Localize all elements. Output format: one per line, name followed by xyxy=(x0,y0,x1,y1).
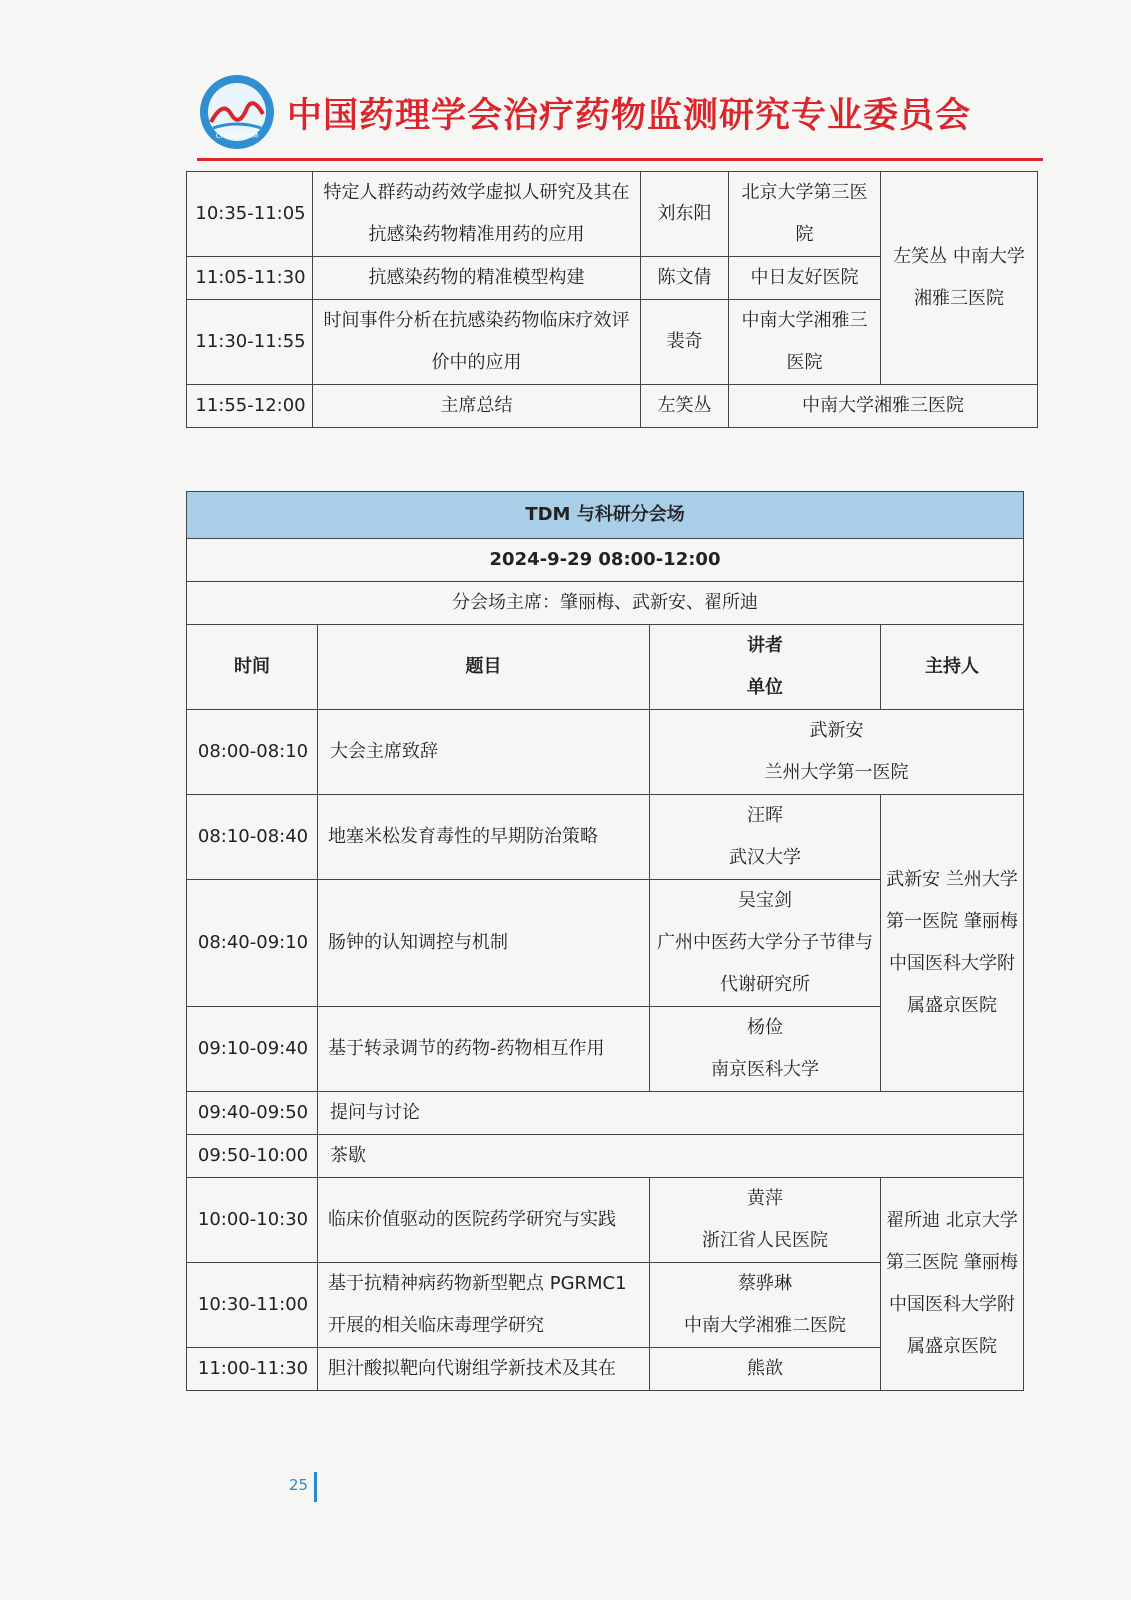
time-cell: 08:10-08:40 xyxy=(187,795,318,880)
time-cell: 08:40-09:10 xyxy=(187,880,318,1007)
topic-cell: 胆汁酸拟靶向代谢组学新技术及其在 xyxy=(318,1348,650,1391)
page-number-bar xyxy=(314,1472,317,1502)
time-cell: 10:00-10:30 xyxy=(187,1178,318,1263)
time-cell: 09:40-09:50 xyxy=(187,1092,318,1135)
speaker-name: 吴宝剑 xyxy=(738,890,792,911)
speaker-unit: 广州中医药大学分子节律与代谢研究所 xyxy=(657,932,873,995)
column-header-speaker: 讲者 xyxy=(747,635,783,656)
speaker-cell: 刘东阳 xyxy=(641,172,729,257)
speaker-unit-cell xyxy=(650,1007,881,1092)
topic-cell: 大会主席致辞 xyxy=(318,710,650,795)
unit-cell: 中南大学湘雅三医院 xyxy=(729,385,1038,428)
speaker-name: 汪晖 xyxy=(747,805,783,826)
unit-cell: 中日友好医院 xyxy=(729,257,881,300)
table-row xyxy=(187,1135,1024,1178)
speaker-unit: 浙江省人民医院 xyxy=(702,1230,828,1251)
society-logo-icon xyxy=(199,74,275,150)
time-cell: 11:05-11:30 xyxy=(187,257,313,300)
speaker-unit: 中南大学湘雅二医院 xyxy=(684,1315,846,1336)
column-header-unit: 单位 xyxy=(747,677,783,698)
speaker-unit: 武汉大学 xyxy=(729,847,801,868)
topic-cell: 地塞米松发育毒性的早期防治策略 xyxy=(318,795,650,880)
column-header-host: 主持人 xyxy=(881,625,1024,710)
topic-cell: 基于抗精神病药物新型靶点 PGRMC1 开展的相关临床毒理学研究 xyxy=(318,1263,650,1348)
time-cell: 08:00-08:10 xyxy=(187,710,318,795)
table-row xyxy=(187,582,1024,625)
topic-cell: 茶歇 xyxy=(318,1135,1024,1178)
page-header xyxy=(0,0,1131,170)
organization-name: 中国药理学会治疗药物监测研究专业委员会 xyxy=(287,96,972,136)
session-title: TDM 与科研分会场 xyxy=(187,492,1024,539)
topic-cell: 肠钟的认知调控与机制 xyxy=(318,880,650,1007)
speaker-unit-cell xyxy=(650,795,881,880)
topic-cell: 时间事件分析在抗感染药物临床疗效评价中的应用 xyxy=(313,300,641,385)
time-cell: 09:10-09:40 xyxy=(187,1007,318,1092)
table-row xyxy=(187,795,1024,880)
header-divider xyxy=(197,158,1043,161)
time-cell: 11:30-11:55 xyxy=(187,300,313,385)
topic-cell: 临床价值驱动的医院药学研究与实践 xyxy=(318,1178,650,1263)
host-cell: 翟所迪 北京大学第三医院 肇丽梅 中国医科大学附属盛京医院 xyxy=(881,1178,1024,1391)
logo-text: CHINA-ITDM xyxy=(215,132,259,140)
speaker-unit-cell xyxy=(650,1178,881,1263)
table-row xyxy=(187,172,1038,257)
table-row xyxy=(187,385,1038,428)
time-cell: 10:35-11:05 xyxy=(187,172,313,257)
speaker-name: 杨俭 xyxy=(747,1017,783,1038)
table-row xyxy=(187,710,1024,795)
speaker-unit-cell xyxy=(650,710,1024,795)
table-header-row xyxy=(187,625,1024,710)
speaker-name: 蔡骅琳 xyxy=(738,1273,792,1294)
speaker-cell: 左笑丛 xyxy=(641,385,729,428)
speaker-unit-cell xyxy=(650,1348,881,1391)
speaker-unit: 兰州大学第一医院 xyxy=(764,762,909,783)
topic-cell: 主席总结 xyxy=(313,385,641,428)
table-row xyxy=(187,1092,1024,1135)
table-row xyxy=(187,492,1024,539)
speaker-unit-cell xyxy=(650,1263,881,1348)
topic-cell: 提问与讨论 xyxy=(318,1092,1024,1135)
time-cell: 09:50-10:00 xyxy=(187,1135,318,1178)
speaker-name: 黄萍 xyxy=(747,1188,783,1209)
host-cell: 左笑丛 中南大学湘雅三医院 xyxy=(881,172,1038,385)
speaker-name: 熊歆 xyxy=(747,1358,783,1379)
speaker-cell: 裴奇 xyxy=(641,300,729,385)
speaker-unit-cell xyxy=(650,880,881,1007)
speaker-name: 武新安 xyxy=(809,720,864,741)
time-cell: 11:00-11:30 xyxy=(187,1348,318,1391)
topic-cell: 抗感染药物的精准模型构建 xyxy=(313,257,641,300)
time-cell: 11:55-12:00 xyxy=(187,385,313,428)
speaker-cell: 陈文倩 xyxy=(641,257,729,300)
topic-cell: 特定人群药动药效学虚拟人研究及其在抗感染药物精准用药的应用 xyxy=(313,172,641,257)
page-number: 25 xyxy=(289,1476,309,1494)
speaker-unit: 南京医科大学 xyxy=(711,1059,819,1080)
table-row xyxy=(187,539,1024,582)
column-header-time: 时间 xyxy=(187,625,318,710)
session-datetime: 2024-9-29 08:00-12:00 xyxy=(187,539,1024,582)
time-cell: 10:30-11:00 xyxy=(187,1263,318,1348)
session-chairs: 分会场主席：肇丽梅、武新安、翟所迪 xyxy=(187,582,1024,625)
session-schedule-table xyxy=(186,491,1024,1391)
top-schedule-table xyxy=(186,171,1038,428)
table-row xyxy=(187,1178,1024,1263)
column-header-topic: 题目 xyxy=(318,625,650,710)
unit-cell: 北京大学第三医院 xyxy=(729,172,881,257)
topic-cell: 基于转录调节的药物-药物相互作用 xyxy=(318,1007,650,1092)
column-header-speaker-unit xyxy=(650,625,881,710)
unit-cell: 中南大学湘雅三医院 xyxy=(729,300,881,385)
host-cell: 武新安 兰州大学第一医院 肇丽梅 中国医科大学附属盛京医院 xyxy=(881,795,1024,1092)
